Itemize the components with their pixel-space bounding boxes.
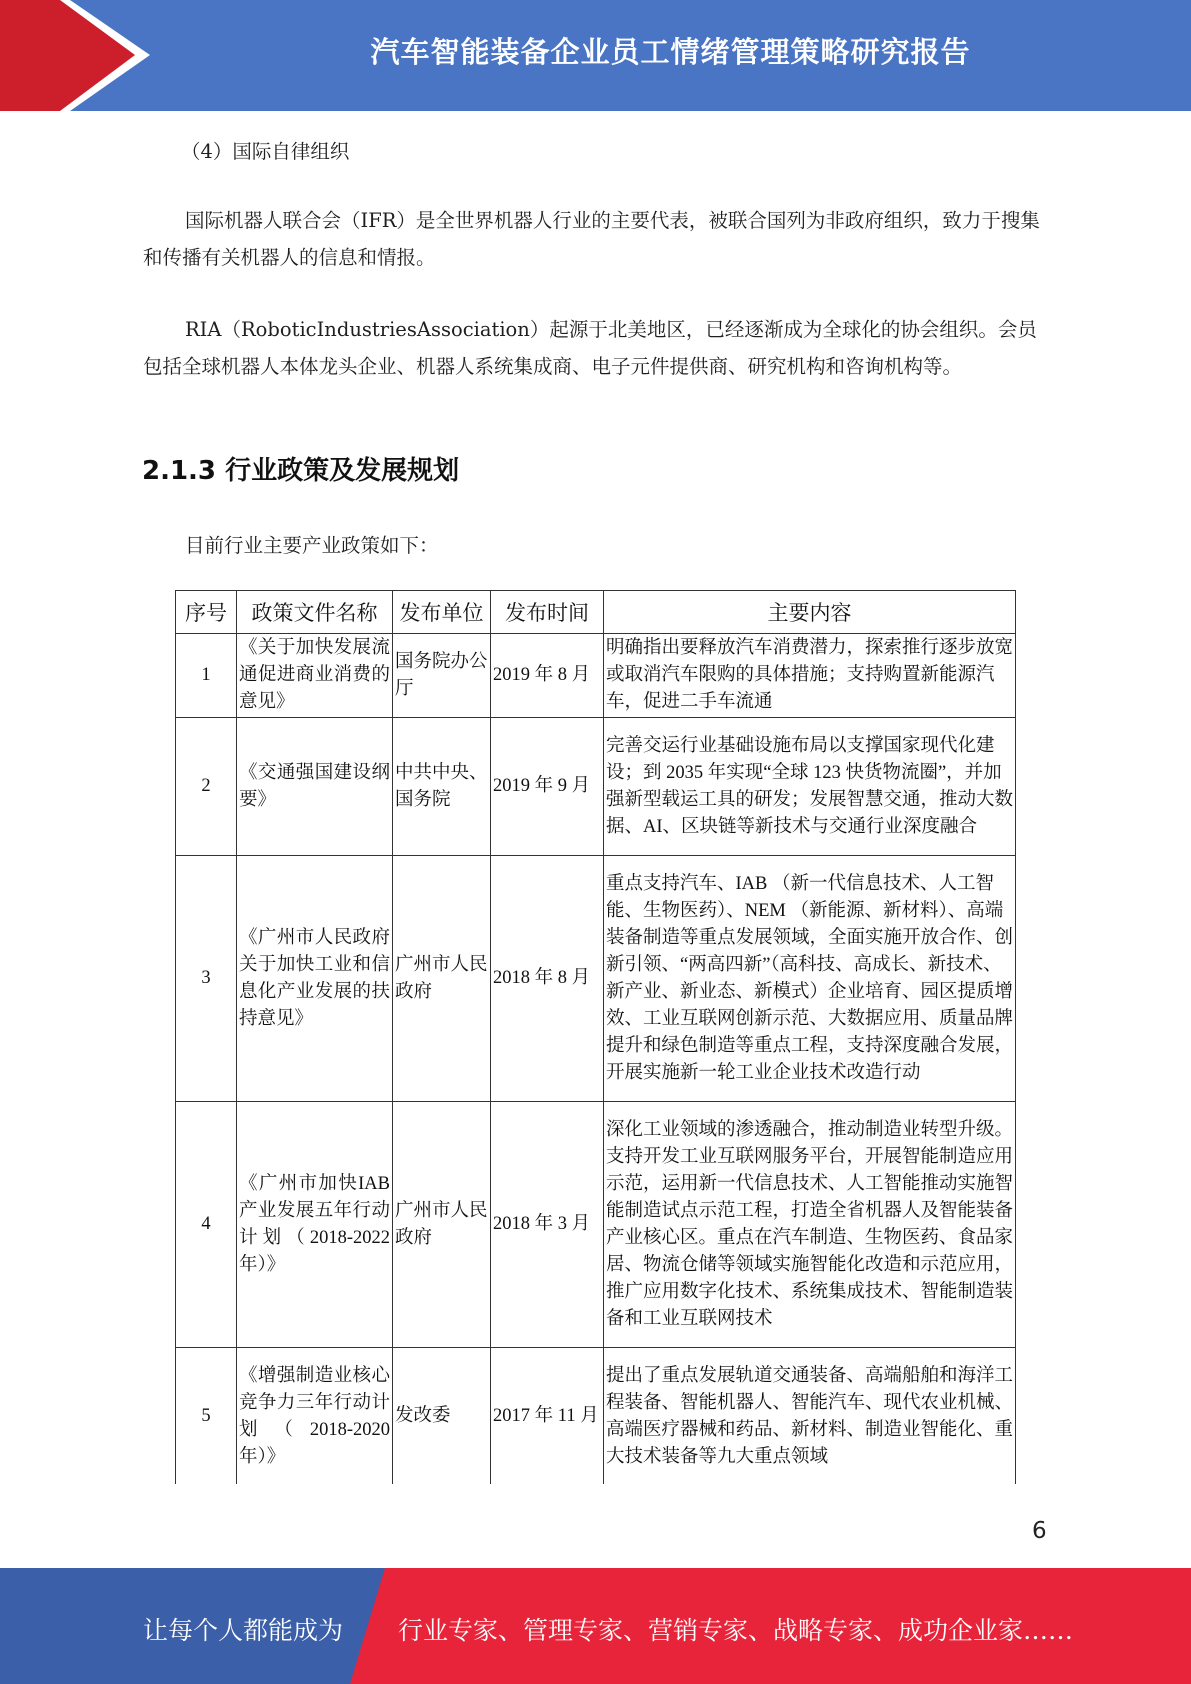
cell-no: 1 (176, 634, 237, 718)
cell-date: 2018 年 8 月 (491, 856, 604, 1102)
cell-name: 《广州市加快IAB 产业发展五年行动计划（2018-2022年）》 (237, 1102, 393, 1348)
cell-date: 2018 年 3 月 (491, 1102, 604, 1348)
footer-slogan-right: 行业专家、管理专家、营销专家、战略专家、成功企业家…… (398, 1616, 1074, 1645)
cell-no: 5 (176, 1348, 237, 1486)
paragraph-ifr: 国际机器人联合会（IFR）是全世界机器人行业的主要代表，被联合国列为非政府组织，致力于搜集和传播有关机器人的信息和情报。 (143, 209, 1040, 269)
cell-date: 2019 年 9 月 (491, 718, 604, 856)
cell-name: 《增强制造业核心竞争力三年行动计划（2018-2020年）》 (237, 1348, 393, 1486)
document-title: 汽车智能装备企业员工情绪管理策略研究报告 (370, 35, 971, 69)
cell-content: 重点支持汽车、IAB （新一代信息技术、人工智能、生物医药）、NEM （新能源、新材料）、高端装备制造等重点发展领域，全面实施开放合作、创新引领、“两高四新”（高科技、高成长、新技术、新产业、新业态、新模式）企业培育、园区提质增效、工业互联网创新示范、大数据应用、质量品牌提升和绿色制造等重点工程，支持深度融合发展，开展实施新一轮工业企业技术改造行动 (604, 856, 1016, 1102)
table-intro: 目前行业主要产业政策如下： (185, 534, 439, 557)
header-date: 发布时间 (491, 591, 604, 634)
header-content: 主要内容 (604, 591, 1016, 634)
cell-no: 4 (176, 1102, 237, 1348)
table-row (176, 1348, 1016, 1486)
table-page-break-mask (170, 1484, 1030, 1504)
table-row (176, 856, 1016, 1102)
cell-issuer: 中共中央、国务院 (393, 718, 491, 856)
cell-content: 完善交运行业基础设施布局以支撑国家现代化建设；到 2035 年实现“全球 123 快货物流圈”，并加强新型载运工具的研发；发展智慧交通，推动大数据、AI、区块链等新技术与交通行业深度融合 (604, 718, 1016, 856)
cell-date: 2017 年 11 月 (491, 1348, 604, 1486)
cell-issuer: 发改委 (393, 1348, 491, 1486)
cell-content: 深化工业领域的渗透融合，推动制造业转型升级。支持开发工业互联网服务平台，开展智能制造应用示范，运用新一代信息技术、人工智能推动实施智能制造试点示范工程，打造全省机器人及智能装备产业核心区。重点在汽车制造、生物医药、食品家居、物流仓储等领域实施智能化改造和示范应用，推广应用数字化技术、系统集成技术、智能制造装备和工业互联网技术 (604, 1102, 1016, 1348)
table-row (176, 634, 1016, 718)
cell-date: 2019 年 8 月 (491, 634, 604, 718)
cell-name: 《交通强国建设纲要》 (237, 718, 393, 856)
page-number: 6 (1032, 1518, 1047, 1544)
header-banner (0, 0, 1191, 111)
table-row (176, 718, 1016, 856)
cell-issuer: 国务院办公厅 (393, 634, 491, 718)
table-row (176, 1102, 1016, 1348)
cell-name: 《关于加快发展流通促进商业消费的意见》 (237, 634, 393, 718)
header-issuer: 发布单位 (393, 591, 491, 634)
cell-content: 提出了重点发展轨道交通装备、高端船舶和海洋工程装备、智能机器人、智能汽车、现代农业机械、高端医疗器械和药品、新材料、制造业智能化、重大技术装备等九大重点领域 (604, 1348, 1016, 1486)
subheading: （4）国际自律组织 (181, 140, 350, 163)
footer-slogan-left: 让每个人都能成为 (143, 1616, 344, 1645)
header-name: 政策文件名称 (237, 591, 393, 634)
cell-no: 2 (176, 718, 237, 856)
cell-content: 明确指出要释放汽车消费潜力，探索推行逐步放宽或取消汽车限购的具体措施；支持购置新能源汽车，促进二手车流通 (604, 634, 1016, 718)
cell-name: 《广州市人民政府关于加快工业和信息化产业发展的扶持意见》 (237, 856, 393, 1102)
cell-issuer: 广州市人民政府 (393, 856, 491, 1102)
paragraph-ria: RIA（RoboticIndustriesAssociation）起源于北美地区，已经逐渐成为全球化的协会组织。会员包括全球机器人本体龙头企业、机器人系统集成商、电子元件提供商、研究机构和咨询机构等。 (143, 318, 1037, 378)
table-header-row (176, 591, 1016, 634)
header-no: 序号 (176, 591, 237, 634)
section-heading: 2.1.3 行业政策及发展规划 (142, 456, 460, 486)
policy-table (175, 590, 1016, 1486)
cell-issuer: 广州市人民政府 (393, 1102, 491, 1348)
cell-no: 3 (176, 856, 237, 1102)
header-chevron-graphic (0, 0, 160, 111)
